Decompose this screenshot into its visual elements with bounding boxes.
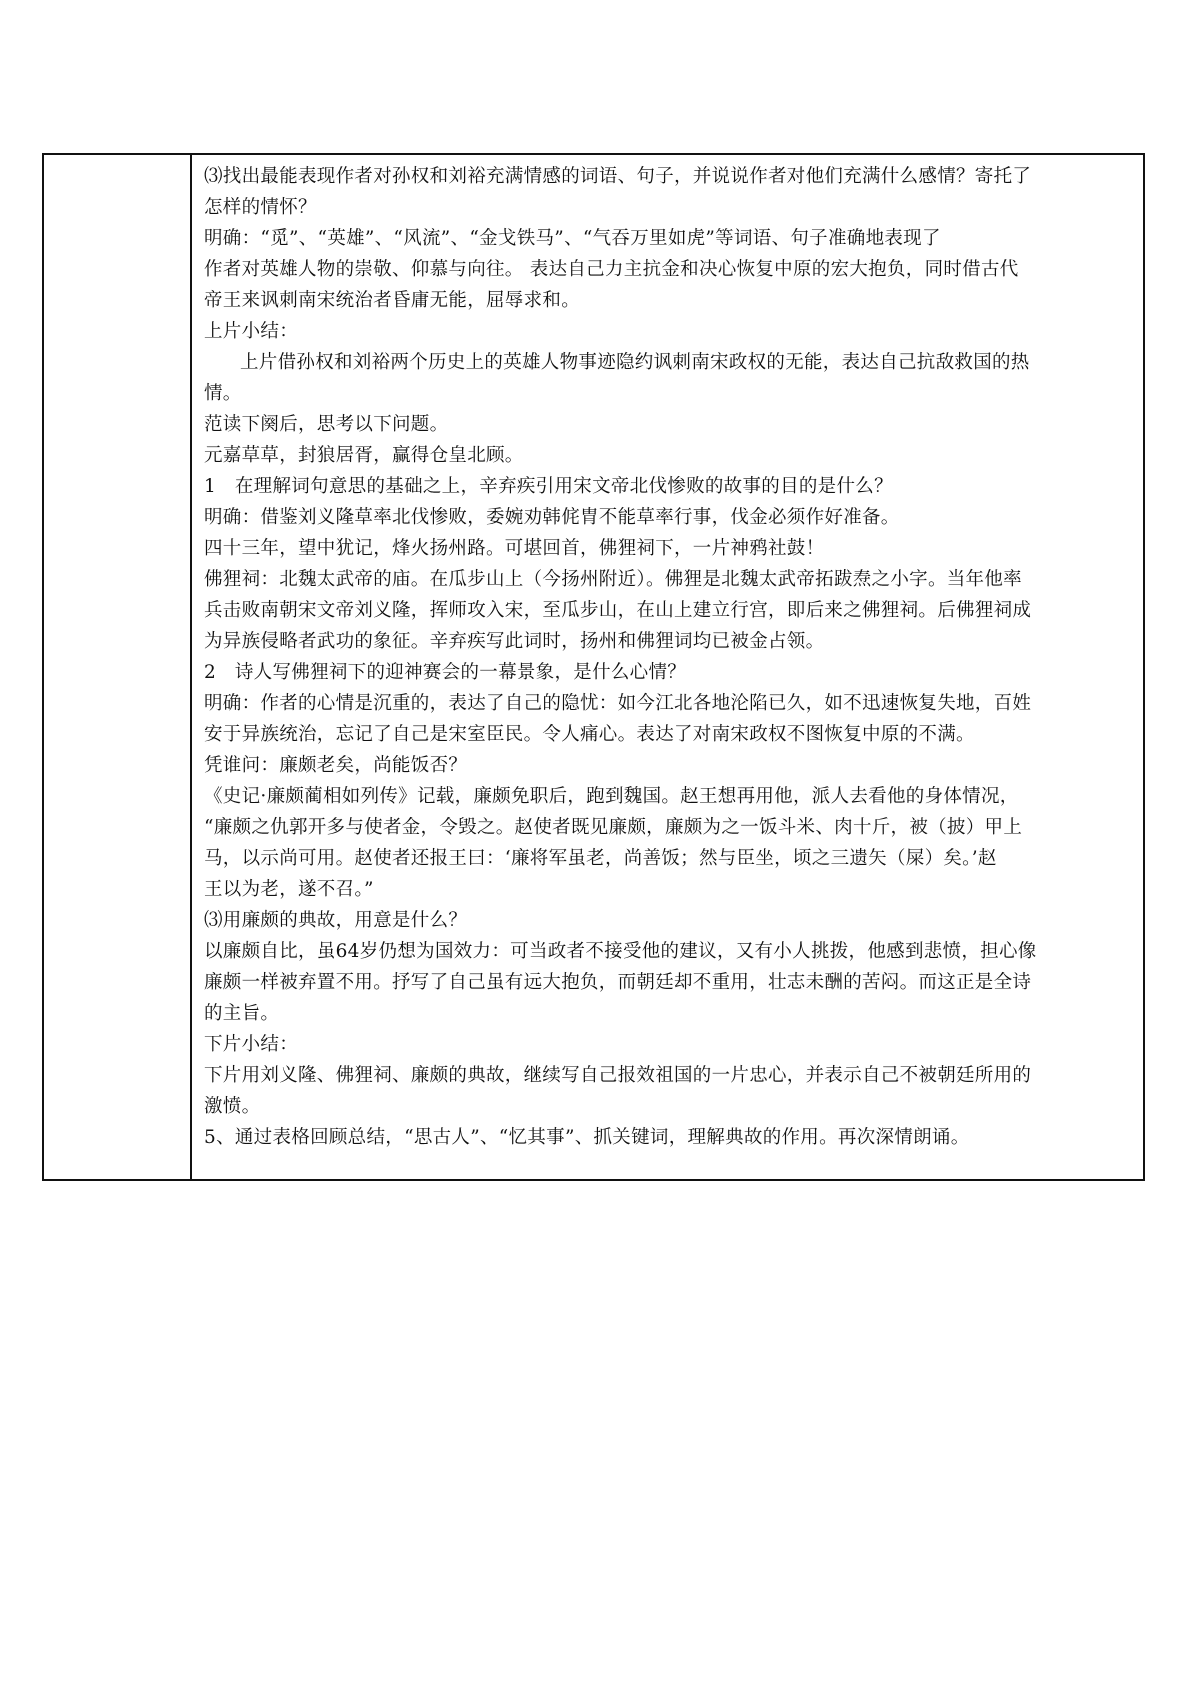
text-line: 情。	[204, 383, 242, 404]
poem-quote: 元嘉草草，封狼居胥，赢得仓皇北顾。	[204, 445, 524, 466]
text-line: “廉颇之仇郭开多与使者金，令毁之。赵使者既见廉颇，廉颇为之一饭斗米、肉十斤，被（披）甲上	[204, 817, 1023, 838]
question-line: 1 在理解词句意思的基础之上，辛弃疾引用宋文帝北伐惨败的故事的目的是什么？	[204, 476, 893, 497]
text-line: 《史记·廉颇蔺相如列传》记载，廉颇免职后，跑到魏国。赵王想再用他，派人去看他的身体情况，	[204, 786, 1019, 807]
question-line: 2 诗人写佛狸祠下的迎神赛会的一幕景象，是什么心情？	[204, 662, 687, 683]
question-line: ⑶用廉颇的典故，用意是什么？	[204, 910, 468, 931]
section-heading: 下片小结：	[204, 1034, 299, 1055]
poem-quote: 凭谁问：廉颇老矣，尚能饭否？	[204, 755, 468, 776]
text-line: 帝王来讽刺南宋统治者昏庸无能，屈辱求和。	[204, 290, 581, 311]
text-line: 安于异族统治，忘记了自己是宋室臣民。令人痛心。表达了对南宋政权不图恢复中原的不满。	[204, 724, 975, 745]
text-line: 以廉颇自比，虽64岁仍想为国效力：可当政者不接受他的建议，又有小人挑拨，他感到悲愤，担心像	[204, 941, 1037, 962]
text-line: ⑶找出最能表现作者对孙权和刘裕充满情感的词语、句子，并说说作者对他们充满什么感情？寄托了	[204, 166, 1032, 187]
text-line: 王以为老，遂不召。”	[204, 879, 374, 900]
text-line: 兵击败南朝宋文帝刘义隆，挥师攻入宋，至瓜步山，在山上建立行宫，即后来之佛狸祠。后佛狸祠成	[204, 600, 1032, 621]
text-line: 为异族侵略者武功的象征。辛弃疾写此词时，扬州和佛狸词均已被金占领。	[204, 631, 825, 652]
text-line: 怎样的情怀？	[204, 197, 317, 218]
text-line: 马，以示尚可用。赵使者还报王曰：‘廉将军虽老，尚善饭；然与臣坐，顷之三遗矢（屎）矣。’赵	[204, 848, 997, 869]
text-line: 上片借孙权和刘裕两个历史上的英雄人物事迹隐约讽刺南宋政权的无能，表达自己抗敌救国的热	[240, 352, 1030, 373]
text-line: 明确：作者的心情是沉重的，表达了自己的隐忧：如今江北各地沦陷已久，如不迅速恢复失地，百姓	[204, 693, 1032, 714]
table-left-column	[44, 155, 192, 1179]
text-line: 廉颇一样被弃置不用。抒写了自己虽有远大抱负，而朝廷却不重用，壮志未酬的苦闷。而这正是全诗	[204, 972, 1032, 993]
section-heading: 上片小结：	[204, 321, 299, 342]
text-line: 激愤。	[204, 1096, 261, 1117]
poem-quote: 四十三年，望中犹记，烽火扬州路。可堪回首，佛狸祠下，一片神鸦社鼓！	[204, 538, 825, 559]
table-content-cell	[192, 155, 1143, 1179]
text-line: 作者对英雄人物的崇敬、仰慕与向往。 表达自己力主抗金和决心恢复中原的宏大抱负，同时借古代	[204, 259, 1019, 280]
text-line: 的主旨。	[204, 1003, 280, 1024]
text-line: 范读下阕后，思考以下问题。	[204, 414, 449, 435]
text-line: 明确：“觅”、“英雄”、“风流”、“金戈铁马”、“气吞万里如虎”等词语、句子准确地表现了	[204, 228, 941, 249]
text-line: 5、通过表格回顾总结，“思古人”、“忆其事”、抓关键词，理解典故的作用。再次深情朗诵。	[204, 1127, 970, 1148]
text-line: 下片用刘义隆、佛狸祠、廉颇的典故，继续写自己报效祖国的一片忠心，并表示自己不被朝廷所用的	[204, 1065, 1032, 1086]
text-line: 佛狸祠：北魏太武帝的庙。在瓜步山上（今扬州附近）。佛狸是北魏太武帝拓跋焘之小字。当年他率	[204, 569, 1022, 590]
text-line: 明确：借鉴刘义隆草率北伐惨败，委婉劝韩侂胄不能草率行事，伐金必须作好准备。	[204, 507, 900, 528]
lesson-table	[42, 153, 1145, 1181]
